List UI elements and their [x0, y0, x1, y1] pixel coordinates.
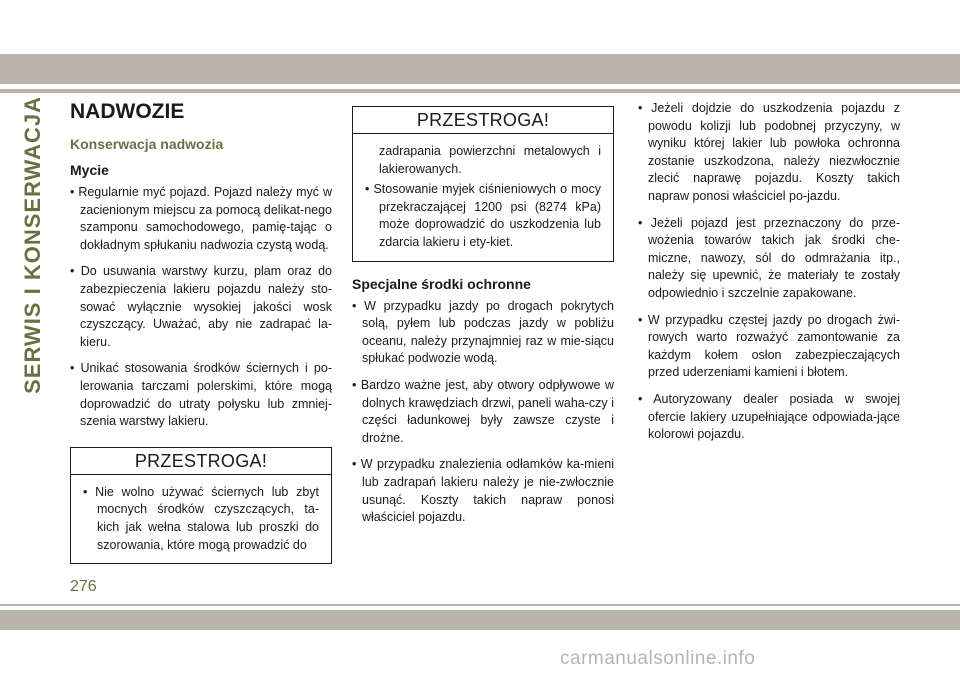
list-item: • Do usuwania warstwy kurzu, plam oraz do zabezpieczenia lakieru pojazdu należy sto-sować wyłącznie wysokiej jakości wosk czyszczący. Uważać, aby nie zadrapać la-kieru. [70, 264, 332, 349]
page-title: NADWOZIE [70, 100, 185, 123]
column-1 [70, 100, 332, 564]
list-item: • Autoryzowany dealer posiada w swojej ofercie lakiery uzupełniające odpowiada-jące kolorowi pojazdu. [638, 391, 900, 442]
list-item: • Unikać stosowania środków ściernych i po-lerowania tarczami polerskimi, które mogą doprowadzić do utraty połysku lub zmniej-szenia warstwy lakieru. [70, 361, 332, 429]
column-2 [352, 106, 614, 536]
warning-title: PRZESTROGA! [71, 448, 331, 475]
page-number: 276 [70, 578, 97, 595]
header-rule [0, 89, 960, 93]
warning-item: • Stosowanie myjek ciśnieniowych o mocy przekraczającej 1200 psi (8274 kPa) może doprowadzić do uszkodzenia lub zdarcia lakieru i ety-kiet. [365, 182, 601, 249]
list-item: • W przypadku znalezienia odłamków ka-mieni lub zadrapań lakieru należy je nie-zwłocznie usunąć. Koszty takich napraw ponosi właściciel pojazdu. [352, 457, 614, 525]
list-item: • Jeżeli pojazd jest przeznaczony do prze-wożenia towarów takich jak środki che-miczne, nawozy, sól do odmrażania itp., należy się upewnić, że materiały te zostały odpowiednio i szczelnie zapakowane. [638, 215, 900, 300]
footer-rule [0, 604, 960, 606]
header-band [0, 54, 960, 84]
warning-body [353, 134, 613, 261]
warning-continuation: zadrapania powierzchni metalowych i lakierowanych. [379, 144, 601, 176]
list-item: • W przypadku częstej jazdy po drogach żwi-rowych warto rozważyć zamontowanie za każdym kołem osłon zabezpieczających przed uderzeniami kamieni i błotem. [638, 312, 900, 380]
list-item: • W przypadku jazdy po drogach pokrytych solą, pyłem lub podczas jazdy w pobliżu oceanu, należy przynajmniej raz w mie-siącu spłukać podwozie wodą. [352, 298, 614, 366]
list-item: • Bardzo ważne jest, aby otwory odpływowe w dolnych krawędziach drzwi, paneli waha-czy i części ładunkowej były zawsze czyste i drożne. [352, 377, 614, 445]
side-chapter-label: SERWIS I KONSERWACJA [20, 96, 45, 394]
warning-title: PRZESTROGA! [353, 107, 613, 134]
footer-band [0, 610, 960, 630]
list-item: • Jeżeli dojdzie do uszkodzenia pojazdu z powodu kolizji lub podobnej przyczyny, w wyniku której lakier lub powłoka ochronna zostanie uszkodzona, należy niezwłocznie zlecić naprawę pojazdu. Koszty takich napraw ponosi właściciel po-jazdu. [638, 101, 900, 203]
column-3 [638, 100, 900, 453]
watermark: carmanualsonline.info [560, 648, 756, 669]
side-chapter-tab [16, 96, 50, 394]
warning-body [71, 475, 331, 563]
section-heading: Konserwacja nadwozia [70, 136, 224, 152]
warning-box [70, 447, 332, 564]
warning-item: • Nie wolno używać ściernych lub zbyt mocnych środków czyszczących, ta-kich jak wełna stalowa lub proszki do szorowania, które mogą prowadzić do [83, 484, 319, 552]
subheading-mycie: Mycie [70, 162, 109, 178]
warning-box-continued [352, 106, 614, 262]
subheading-specjalne: Specjalne środki ochronne [352, 275, 531, 292]
list-item: • Regularnie myć pojazd. Pojazd należy myć w zacienionym miejscu za pomocą delikat-nego szamponu samochodowego, pamię-tając o dokładnym spłukaniu nadwozia czystą wodą. [70, 185, 332, 252]
